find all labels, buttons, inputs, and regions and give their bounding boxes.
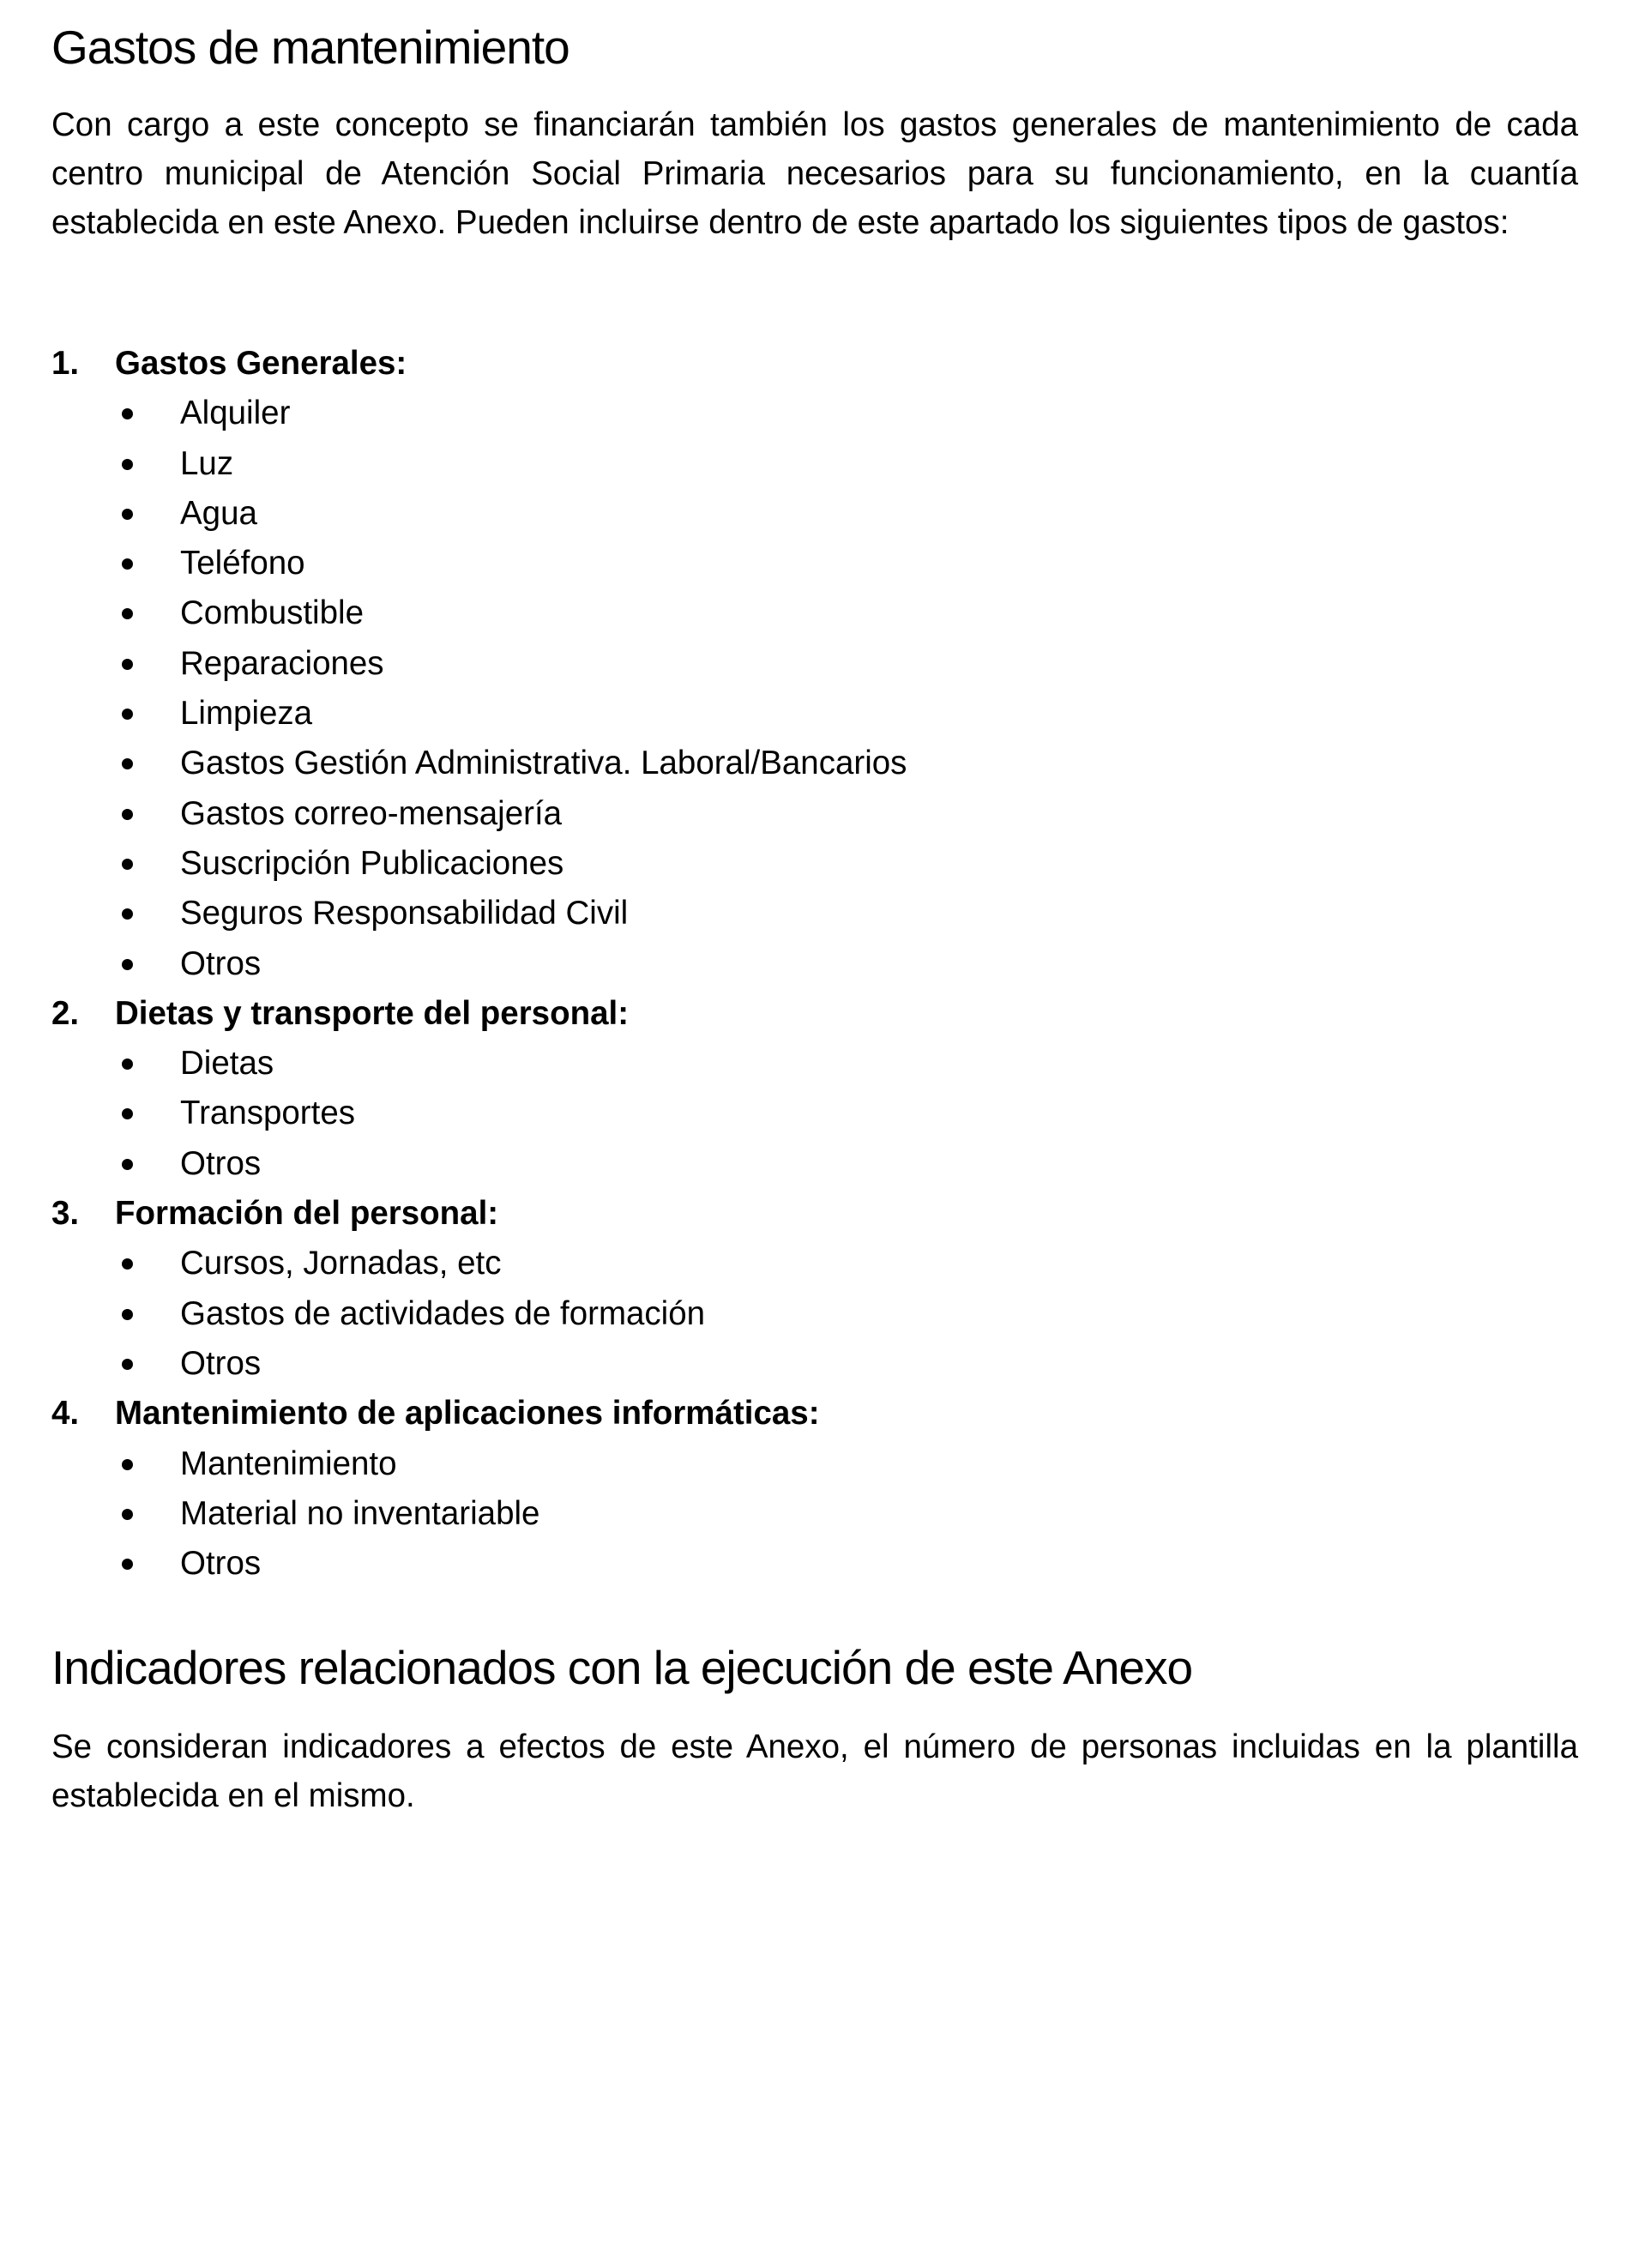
list-item-label: Gastos Gestión Administrativa. Laboral/Bancarios [180, 745, 907, 782]
list-item-label: Suscripción Publicaciones [180, 844, 564, 882]
list-heading: Gastos Generales: [115, 345, 407, 382]
list-number: 2. [51, 994, 80, 1032]
list-number: 1. [51, 345, 80, 382]
list-item-label: Gastos correo-mensajería [180, 794, 563, 832]
bullet-icon [122, 608, 133, 619]
list-item-label: Teléfono [180, 545, 305, 582]
list-item [51, 539, 1582, 588]
bullet-icon [122, 709, 133, 720]
list-item-label: Seguros Responsabilidad Civil [180, 895, 629, 932]
list-item-label: Reparaciones [180, 644, 384, 682]
bullet-icon [122, 1159, 133, 1170]
list-item-label: Luz [180, 444, 234, 482]
list-item-label: Otros [180, 1144, 262, 1182]
list-item [51, 1139, 1582, 1189]
list-item [51, 939, 1582, 989]
bullet-icon [122, 1108, 133, 1119]
list-item [51, 639, 1582, 689]
bullet-icon [122, 1258, 133, 1270]
list-item [51, 1289, 1582, 1339]
list-number: 3. [51, 1195, 80, 1233]
bullet-icon [122, 1309, 133, 1320]
list-item-label: Limpieza [180, 695, 313, 733]
list-heading: Dietas y transporte del personal: [115, 994, 630, 1032]
section-title-gastos-mantenimiento: Gastos de mantenimiento [51, 21, 569, 74]
list-item-label: Combustible [180, 594, 364, 632]
list-item-label: Otros [180, 944, 262, 982]
list-item [51, 1439, 1582, 1489]
list-item [51, 789, 1582, 839]
list-item [51, 839, 1582, 889]
list-item [51, 439, 1582, 489]
bullet-icon [122, 558, 133, 570]
list-item-label: Otros [180, 1545, 262, 1583]
list-item-label: Transportes [180, 1095, 355, 1132]
bullet-icon [122, 758, 133, 769]
list-item-label: Gastos de actividades de formación [180, 1294, 706, 1332]
list-item [51, 1239, 1582, 1288]
bullet-icon [122, 809, 133, 820]
list-item [51, 739, 1582, 788]
intro-paragraph: Con cargo a este concepto se financiarán también los gastos generales de mantenimiento de cada centro municipal de Atención Social Primaria necesarios para su funcionamiento, en la cuantía establecida en este Anexo. Pueden incluirse dentro de este apartado los siguientes tipos de gastos: [51, 106, 1578, 241]
bullet-icon [122, 1459, 133, 1470]
list-item [51, 489, 1582, 539]
list-heading-row [51, 989, 1582, 1039]
bullet-icon [122, 959, 133, 970]
list-item [51, 689, 1582, 739]
list-heading-row [51, 1189, 1582, 1239]
list-item-label: Material no inventariable [180, 1494, 540, 1532]
list-item [51, 889, 1582, 938]
bullet-icon [122, 1059, 133, 1070]
section-title-indicadores: Indicadores relacionados con la ejecución de este Anexo [51, 1641, 1193, 1694]
list-item-label: Alquiler [180, 395, 291, 432]
list-item-label: Cursos, Jornadas, etc [180, 1245, 502, 1282]
bullet-icon [122, 908, 133, 920]
list-item [51, 588, 1582, 638]
list-heading-row [51, 339, 1582, 389]
list-number: 4. [51, 1395, 80, 1433]
expense-types-list [51, 339, 1582, 1589]
list-item [51, 1489, 1582, 1539]
indicadores-paragraph: Se consideran indicadores a efectos de este Anexo, el número de personas incluidas en la plantilla establecida en el mismo. [51, 1728, 1578, 1814]
bullet-icon [122, 659, 133, 670]
list-heading: Formación del personal: [115, 1195, 499, 1233]
bullet-icon [122, 1509, 133, 1520]
bullet-icon [122, 1559, 133, 1570]
bullet-icon [122, 459, 133, 470]
bullet-icon [122, 509, 133, 520]
bullet-icon [122, 408, 133, 419]
list-item [51, 1539, 1582, 1589]
list-item-label: Agua [180, 494, 257, 532]
list-item-label: Dietas [180, 1045, 274, 1083]
list-item-label: Mantenimiento [180, 1445, 397, 1482]
bullet-icon [122, 859, 133, 870]
list-heading-row [51, 1389, 1582, 1439]
list-item [51, 389, 1582, 438]
list-item-label: Otros [180, 1344, 262, 1382]
list-item [51, 1089, 1582, 1138]
list-heading: Mantenimiento de aplicaciones informáticas: [115, 1395, 820, 1433]
list-item [51, 1339, 1582, 1389]
list-item [51, 1039, 1582, 1089]
bullet-icon [122, 1359, 133, 1370]
